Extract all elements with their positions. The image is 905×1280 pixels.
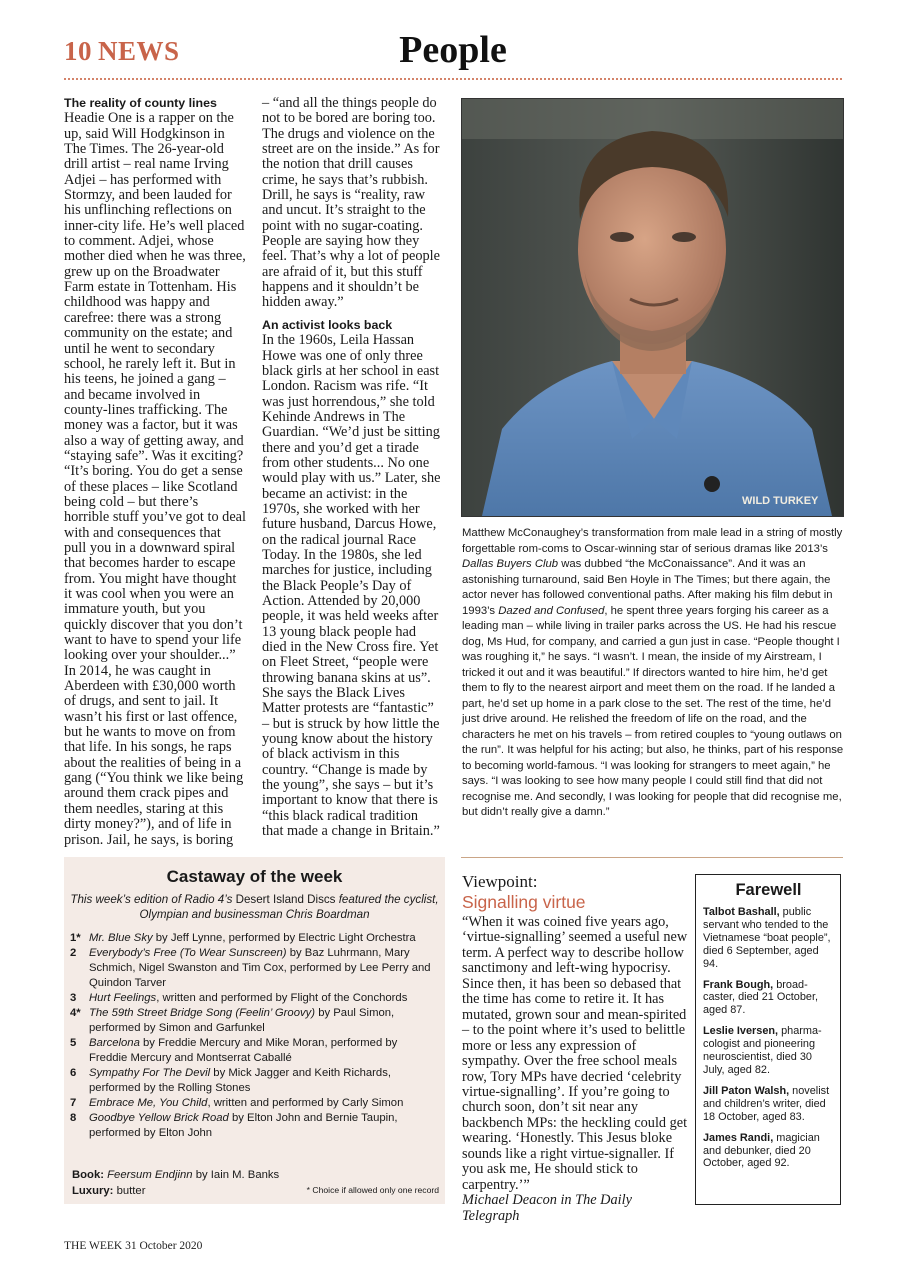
- obituary-entry: Leslie Iversen, pharma-cologist and pioneering neuroscientist, died 30 July, aged 82.: [703, 1025, 822, 1076]
- track-item: 7 Embrace Me, You Child, written and performed by Carly Simon: [70, 1097, 404, 1109]
- track-item: 8 Goodbye Yellow Brick Road by Elton John and Bernie Taupin, performed by Elton John: [70, 1112, 398, 1139]
- page-footer: THE WEEK 31 October 2020: [64, 1240, 203, 1252]
- castaway-title: Castaway of the week: [166, 867, 343, 886]
- caption-divider: [461, 857, 843, 858]
- obituary-entry: Jill Paton Walsh, novelist and children’s writer, died 18 October, aged 83.: [703, 1084, 830, 1123]
- masthead: [64, 30, 842, 76]
- article-heading: The reality of county lines: [64, 96, 217, 110]
- photo-caption: Matthew McConaughey’s transformation from male lead in a string of mostly forgettable rom-coms to Oscar-winning star of serious dramas like 2013’s Dallas Buyers Club was dubbed “the McConaissance”. And it was an astonishing turnaround, said Ben Hoyle in The Times; but there again, the actor never has followed conventional paths. After making his film debut in 1993’s Dazed and Confused, he spent three years forging his career as a leading man – while living in trailer parks across the US. He had his rescue dog, Ms Hud, for company, and carried a gun just in case. “People thought I was roughing it,” he says. “I wasn’t. I mean, the inside of my Airstream, I tricked it out and it was beautiful.” If directors wanted to hire him, he’d get them to fly to the nearest airport and meet them on the road. If he landed a part, he’d set up home in a park close to the set. The rest of the time, he’d just drive around. He relished the freedom of life on the road, and the characters he met on his travels – from retired couples to “young outlaws on the run”. It was helpful for his acting; but also, he thinks, part of his response to becoming world-famous. “I was looking for strangers to meet again,” he says. “I was looking to see how many people I could still find that did not recognise me. And secondly, I was looking for people that did recognise me, but didn’t really give a damn.”: [462, 527, 844, 818]
- portrait-photo-icon: [462, 99, 843, 516]
- article-heading: An activist looks back: [262, 317, 393, 332]
- track-item: 4* The 59th Street Bridge Song (Feelin’ Groovy) by Paul Simon, performed by Simon and Garfunkel: [70, 1007, 395, 1034]
- viewpoint-title: Signalling virtue: [462, 892, 586, 912]
- track-item: 1* Mr. Blue Sky by Jeff Lynne, performed by Electric Light Orchestra: [70, 932, 416, 944]
- article-body: In the 1960s, Leila Hassan Howe was one of only three black girls at her school in east London. Racism was rife. “It was just horrendous,” she told Kehinde Andrews in The Guardian. “We’d just be sitting there and you’d get a tirade from other students... No one would play with us.” Later, she became an activist: in the 1970s, she worked with her future husband, Darcus Howe, on the radical journal Race Today. In the 1980s, she led marches for justice, including the Black People’s Day of Action. Attended by 20,000 people, it was held weeks after 13 young black people had died in the New Cross fire. Yet on Fleet Street, “people were throwing banana skins at us”. She says the Black Lives Matter protests are “fantastic” – but is struck by how little the young know about the history of black activism in this country. “Change is made by the young”, she says – but it’s important to know that there is “this black radical tradition that made a change in Britain.”: [262, 332, 441, 840]
- viewpoint-column: [462, 872, 690, 1224]
- obituary-entry: Frank Bough, broad-caster, died 21 October, aged 87.: [703, 978, 819, 1017]
- page-title: People: [399, 29, 507, 71]
- castaway-footnote: * Choice if allowed only one record: [306, 1185, 439, 1195]
- farewell-title: Farewell: [735, 881, 802, 899]
- track-item: 2 Everybody’s Free (To Wear Sunscreen) by Baz Luhrmann, Mary Schmich, Nigel Swanston and Tim Cox, performed by Lee Perry and Quindon Tarver: [70, 947, 431, 989]
- viewpoint-body: “When it was coined five years ago, ‘virtue-signalling’ seemed a useful new term. A perfect way to describe hollow sanctimony and left-wing hypocrisy. Since then, it has been so debased that the time has come to retire it. It has mutated, grown sour and mean-spirited – to the point where it’s used to belittle more or less any expression of sympathy. Over the free school meals row, Tory MPs have decried ‘celebrity virtue-signalling’. If you’re going to church soon, don’t sit near any backbench MPs: the heckling could get wearing. ‘Honestly. This Jesus bloke sounds like a right virtue-signaller. If you ask me, He should stick to carpentry.’”: [462, 914, 688, 1193]
- obituary-entry: Talbot Bashall, public servant who tended to the Vietnamese “boat people”, died 6 September, aged 94.: [703, 906, 831, 970]
- track-item: 6 Sympathy For The Devil by Mick Jagger and Keith Richards, performed by the Rolling Stones: [70, 1067, 392, 1094]
- castaway-book: Book: Feersum Endjinn by Iain M. Banks: [72, 1169, 280, 1181]
- viewpoint-byline: Michael Deacon in The Daily Telegraph: [462, 1192, 632, 1224]
- article-county-lines: [64, 96, 246, 848]
- section-label: NEWS: [98, 36, 180, 66]
- viewpoint-kicker: Viewpoint:: [462, 872, 538, 891]
- obituary-entry: James Randi, magician and debunker, died 20 October, aged 92.: [703, 1131, 820, 1170]
- page-number: 10 NEWS: [64, 36, 180, 66]
- castaway-box: [64, 857, 445, 1204]
- portrait-photo: [461, 98, 844, 517]
- article-column-2: [262, 96, 443, 840]
- castaway-luxury: Luxury: butter: [72, 1185, 146, 1197]
- shirt-logo: WILD TURKEY: [742, 495, 819, 507]
- header-divider: [64, 78, 842, 80]
- article-body: Headie One is a rapper on the up, said Will Hodgkinson in The Times. The 26-year-old drill artist – real name Irving Adjei – has performed with Stormzy, and been lauded for his unflinching reflections on inner-city life. He’s well placed to comment. Adjei, whose mother died when he was three, grew up on the Broadwater Farm estate in Tottenham. His childhood was happy and carefree: there was a strong community on the estate; and until he went to secondary school, he rarely left it. But in his teens, he joined a gang – and became involved in county-lines trafficking. The money was a factor, but it was also a way of getting away, and “staying safe”. Was it exciting? “It’s boring. You do get a sense of these places – like Scotland being cold – but there’s horrible stuff you’ve got to deal with and consequences that pull you in a downward spiral that becomes harder to escape from. You might have thought it was cool when you were an immature youth, but you quickly discover that you don’t want to have to spend your life looking over your shoulder...” In 2014, he was caught in Aberdeen with £30,000 worth of drugs, and sent to jail. It wasn’t his first or last offence, but he wants to move on from that life. In his songs, he raps about the realities of being in a gang (“You think we like being around them crack pipes and them needles, staring at this dirty money?”), and of life in prison. Jail, he says, is boring: [64, 110, 246, 848]
- article-body-continued: – “and all the things people do not to be bored are boring too. The drugs and violence on the street are on the inside.” As for the notion that drill causes crime, he says that’s rubbish. Drill, he says is “reality, raw and uncut. It’s straight to the point with no sugar-coating. People are saying how they feel. That’s why a lot of people are afraid of it, but this stuff happens and it shouldn’t be hidden away.”: [262, 95, 440, 311]
- farewell-box: [695, 874, 841, 1205]
- track-item: 5 Barcelona by Freddie Mercury and Mike Moran, performed by Freddie Mercury and Montserrat Caballé: [70, 1037, 398, 1064]
- track-item: 3 Hurt Feelings, written and performed by Flight of the Conchords: [70, 992, 408, 1004]
- castaway-intro: This week’s edition of Radio 4’s Desert Island Discs featured the cyclist, Olympian and businessman Chris Boardman: [70, 893, 439, 921]
- track-list: [70, 931, 432, 1141]
